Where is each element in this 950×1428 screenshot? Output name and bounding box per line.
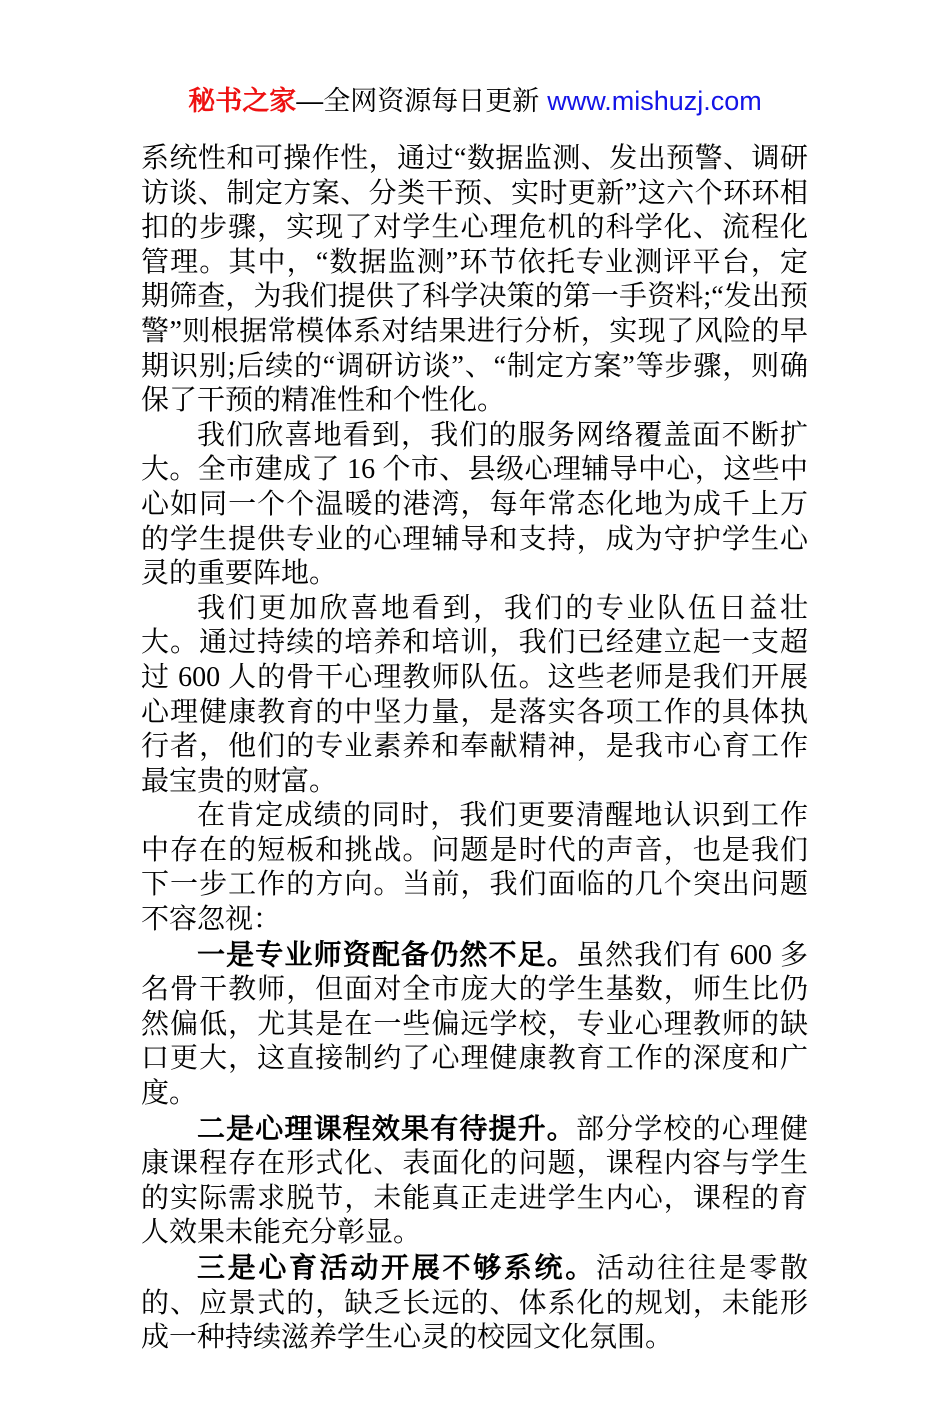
site-tagline: —全网资源每日更新 (296, 86, 540, 116)
paragraph-text: 我们更加欣喜地看到，我们的专业队伍日益壮大。通过持续的培养和培训，我们已经建立起一支超过 600 人的骨干心理教师队伍。这些老师是我们开展心理健康教育的中坚力量，是落实各项工作的具体执行者，他们的专业素养和奉献精神，是我市心育工作最宝贵的财富。 (141, 592, 808, 797)
paragraph-text: 虽然我们有 600 多名骨干教师，但面对全市庞大的学生基数，师生比仍然偏低，尤其是在一些偏远学校，专业心理教师的缺口更大，这直接制约了心理健康教育工作的深度和广度。 (141, 939, 808, 1110)
paragraph (141, 419, 808, 592)
paragraph-text: 我们欣喜地看到，我们的服务网络覆盖面不断扩大。全市建成了 16 个市、县级心理辅导中心，这些中心如同一个个温暖的港湾，每年常态化地为成千上万的学生提供专业的心理辅导和支持，成为守护学生心灵的重要阵地。 (141, 419, 808, 590)
paragraph-text: 在肯定成绩的同时，我们更要清醒地认识到工作中存在的短板和挑战。问题是时代的声音，也是我们下一步工作的方向。当前，我们面临的几个突出问题不容忽视： (141, 800, 808, 936)
paragraph (141, 938, 808, 1112)
paragraph (141, 1251, 808, 1356)
paragraph (141, 142, 808, 419)
paragraph-lead: 三是心育活动开展不够系统。 (197, 1252, 596, 1283)
document-page (0, 84, 950, 1428)
paragraph (141, 799, 808, 937)
paragraph-text: 系统性和可操作性，通过“数据监测、发出预警、调研访谈、制定方案、分类干预、实时更新”这六个环环相扣的步骤，实现了对学生心理危机的科学化、流程化管理。其中，“数据监测”环节依托专业测评平台，定期筛查，为我们提供了科学决策的第一手资料;“发出预警”则根据常模体系对结果进行分析，实现了风险的早期识别;后续的“调研访谈”、“制定方案”等步骤，则确保了干预的精准性和个性化。 (141, 143, 808, 417)
paragraph (141, 1112, 808, 1251)
paragraph-lead: 二是心理课程效果有待提升。 (197, 1112, 576, 1144)
site-url-link[interactable]: www.mishuzj.com (547, 86, 762, 116)
document-body (141, 142, 808, 1356)
paragraph-lead: 一是专业师资配备仍然不足。 (197, 938, 576, 970)
site-name: 秘书之家 (188, 86, 297, 116)
site-header (0, 84, 950, 118)
paragraph (141, 592, 808, 800)
paragraph-text: 活动往往是零散的、应景式的，缺乏长远的、体系化的规划，未能形成一种持续滋养学生心灵的校园文化氛围。 (141, 1253, 808, 1354)
paragraph-text: 部分学校的心理健康课程存在形式化、表面化的问题，课程内容与学生的实际需求脱节，未能真正走进学生内心，课程的育人效果未能充分彰显。 (141, 1113, 808, 1249)
